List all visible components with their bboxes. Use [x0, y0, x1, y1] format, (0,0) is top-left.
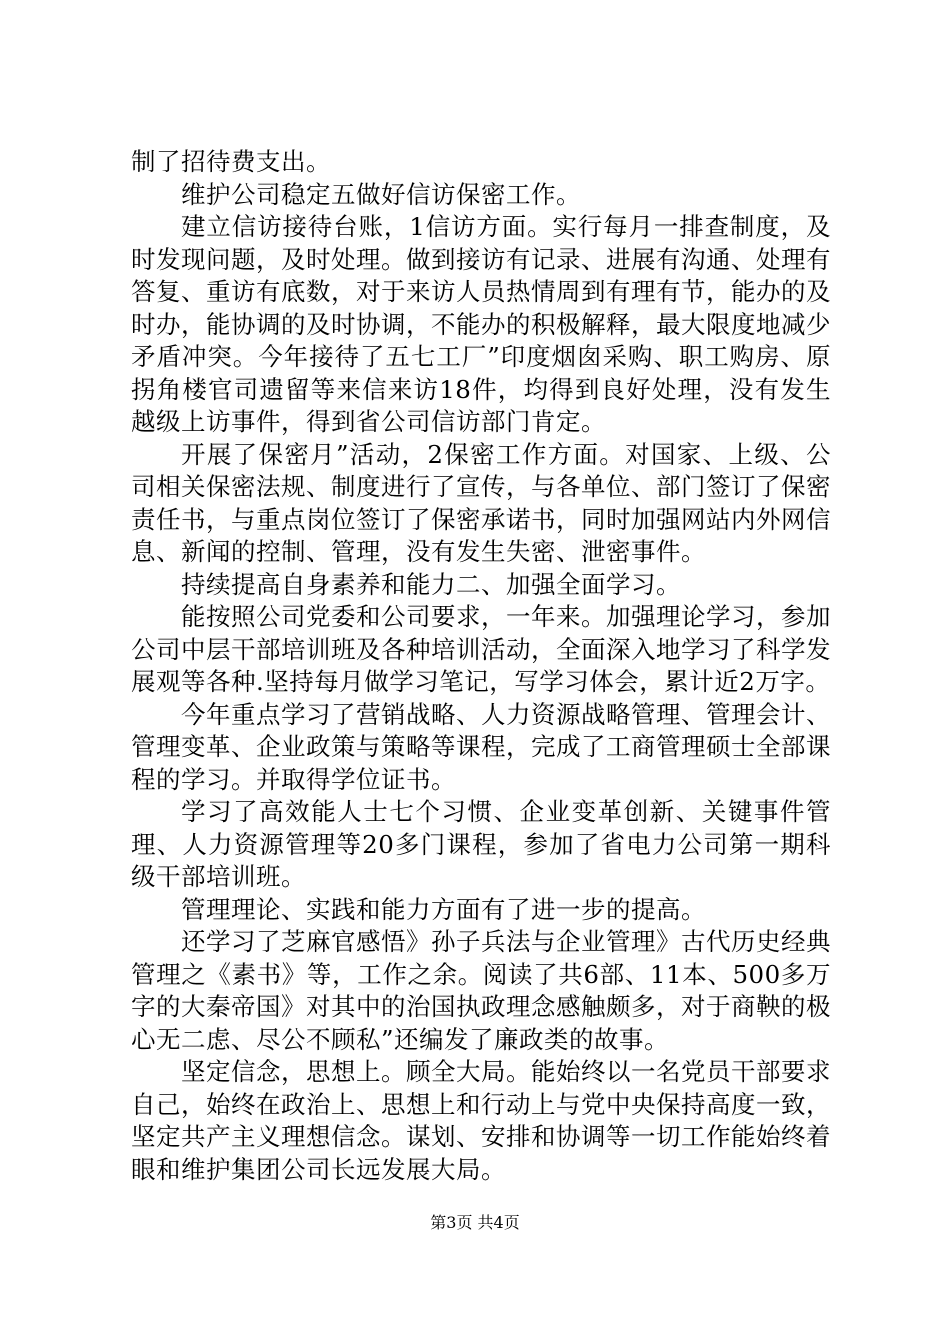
- paragraph: 今年重点学习了营销战略、人力资源战略管理、管理会计、管理变革、企业政策与策略等课程，完成了工商管理硕士全部课程的学习。并取得学位证书。: [131, 699, 831, 794]
- paragraph: 还学习了芝麻官感悟》孙子兵法与企业管理》古代历史经典管理之《素书》等，工作之余。阅读了共6部、11本、500多万字的大秦帝国》对其中的治国执政理念感触颇多，对于商鞅的极心无二虑、尽公不顾私”还编发了廉政类的故事。: [131, 927, 831, 1054]
- paragraph: 学习了高效能人士七个习惯、企业变革创新、关键事件管理、人力资源管理等20多门课程，参加了省电力公司第一期科级干部培训班。: [131, 797, 831, 891]
- paragraph: 管理理论、实践和能力方面有了进一步的提高。: [181, 894, 706, 924]
- paragraph: 制了招待费支出。: [131, 147, 331, 176]
- document-body: [131, 146, 831, 1186]
- paragraph: 维护公司稳定五做好信访保密工作。: [181, 179, 581, 209]
- paragraph: 能按照公司党委和公司要求，一年来。加强理论学习，参加公司中层干部培训班及各种培训活动，全面深入地学习了科学发展观等各种.坚持每月做学习笔记，写学习体会，累计近2万字。: [131, 602, 831, 696]
- page-number-footer: 第3页 共4页: [430, 1213, 520, 1232]
- paragraph: 开展了保密月”活动，2保密工作方面。对国家、上级、公司相关保密法规、制度进行了宣传，与各单位、部门签订了保密责任书，与重点岗位签订了保密承诺书，同时加强网站内外网信息、新闻的控制、管理，没有发生失密、泄密事件。: [131, 439, 831, 566]
- paragraph: 持续提高自身素养和能力二、加强全面学习。: [181, 569, 681, 599]
- paragraph: 坚定信念，思想上。顾全大局。能始终以一名党员干部要求自己，始终在政治上、思想上和行动上与党中央保持高度一致，坚定共产主义理想信念。谋划、安排和协调等一切工作能始终着眼和维护集团公司长远发展大局。: [131, 1057, 831, 1184]
- paragraph: 建立信访接待台账，1信访方面。实行每月一排查制度，及时发现问题，及时处理。做到接访有记录、进展有沟通、处理有答复、重访有底数，对于来访人员热情周到有理有节，能办的及时办，能协调的及时协调，不能办的积极解释，最大限度地减少矛盾冲突。今年接待了五七工厂”印度烟囱采购、职工购房、原拐角楼官司遗留等来信来访18件，均得到良好处理，没有发生越级上访事件，得到省公司信访部门肯定。: [131, 212, 831, 436]
